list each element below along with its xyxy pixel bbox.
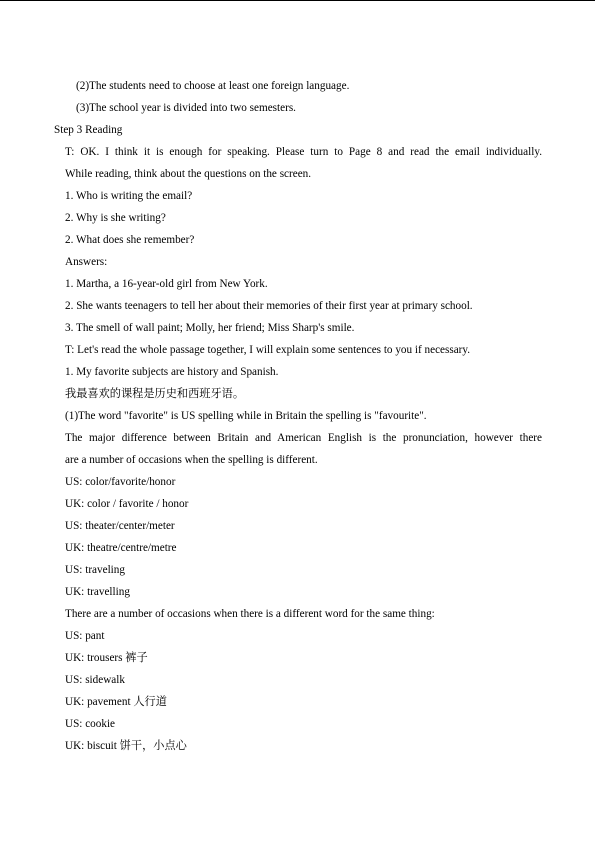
question-3: 2. What does she remember?	[65, 234, 195, 246]
text-line-16: (1)The word "favorite" is US spelling while in Britain the spelling is "favourite".	[65, 410, 427, 422]
question-2: 2. Why is she writing?	[65, 212, 166, 224]
answers-label: Answers:	[65, 256, 108, 268]
us-spelling-3: US: traveling	[65, 564, 125, 576]
section-heading: Step 3 Reading	[54, 124, 123, 136]
text-line-17: The major difference between Britain and American English is the pronunciation, however there	[65, 432, 542, 444]
us-word-1: US: pant	[65, 630, 105, 642]
text-line-4: T: OK. I think it is enough for speaking. Please turn to Page 8 and read the email individually.	[65, 146, 542, 158]
answer-2: 2. She wants teenagers to tell her about their memories of their first year at primary school.	[65, 300, 473, 312]
chinese-translation: 我最喜欢的课程是历史和西班牙语。	[65, 388, 245, 400]
text-line-14: 1. My favorite subjects are history and Spanish.	[65, 366, 279, 378]
answer-3: 3. The smell of wall paint; Molly, her friend; Miss Sharp's smile.	[65, 322, 355, 334]
uk-spelling-2: UK: theatre/centre/metre	[65, 542, 177, 554]
uk-word-3: UK: biscuit 饼干，小点心	[65, 740, 187, 752]
uk-spelling-1: UK: color / favorite / honor	[65, 498, 189, 510]
us-spelling-2: US: theater/center/meter	[65, 520, 175, 532]
us-word-3: US: cookie	[65, 718, 116, 730]
question-1: 1. Who is writing the email?	[65, 190, 193, 202]
text-line-25: There are a number of occasions when there is a different word for the same thing:	[65, 608, 435, 620]
us-word-2: US: sidewalk	[65, 674, 125, 686]
text-line-1: (2)The students need to choose at least one foreign language.	[76, 80, 350, 92]
uk-spelling-3: UK: travelling	[65, 586, 130, 598]
text-line-18: are a number of occasions when the spelling is different.	[65, 454, 318, 466]
text-line-5: While reading, think about the questions on the screen.	[65, 168, 312, 180]
uk-word-1: UK: trousers 裤子	[65, 652, 148, 664]
us-spelling-1: US: color/favorite/honor	[65, 476, 176, 488]
answer-1: 1. Martha, a 16-year-old girl from New York.	[65, 278, 268, 290]
text-line-13: T: Let's read the whole passage together, I will explain some sentences to you if necessary.	[65, 344, 471, 356]
text-line-2: (3)The school year is divided into two semesters.	[76, 102, 296, 114]
uk-word-2: UK: pavement 人行道	[65, 696, 167, 708]
page-top-rule	[0, 0, 595, 1]
